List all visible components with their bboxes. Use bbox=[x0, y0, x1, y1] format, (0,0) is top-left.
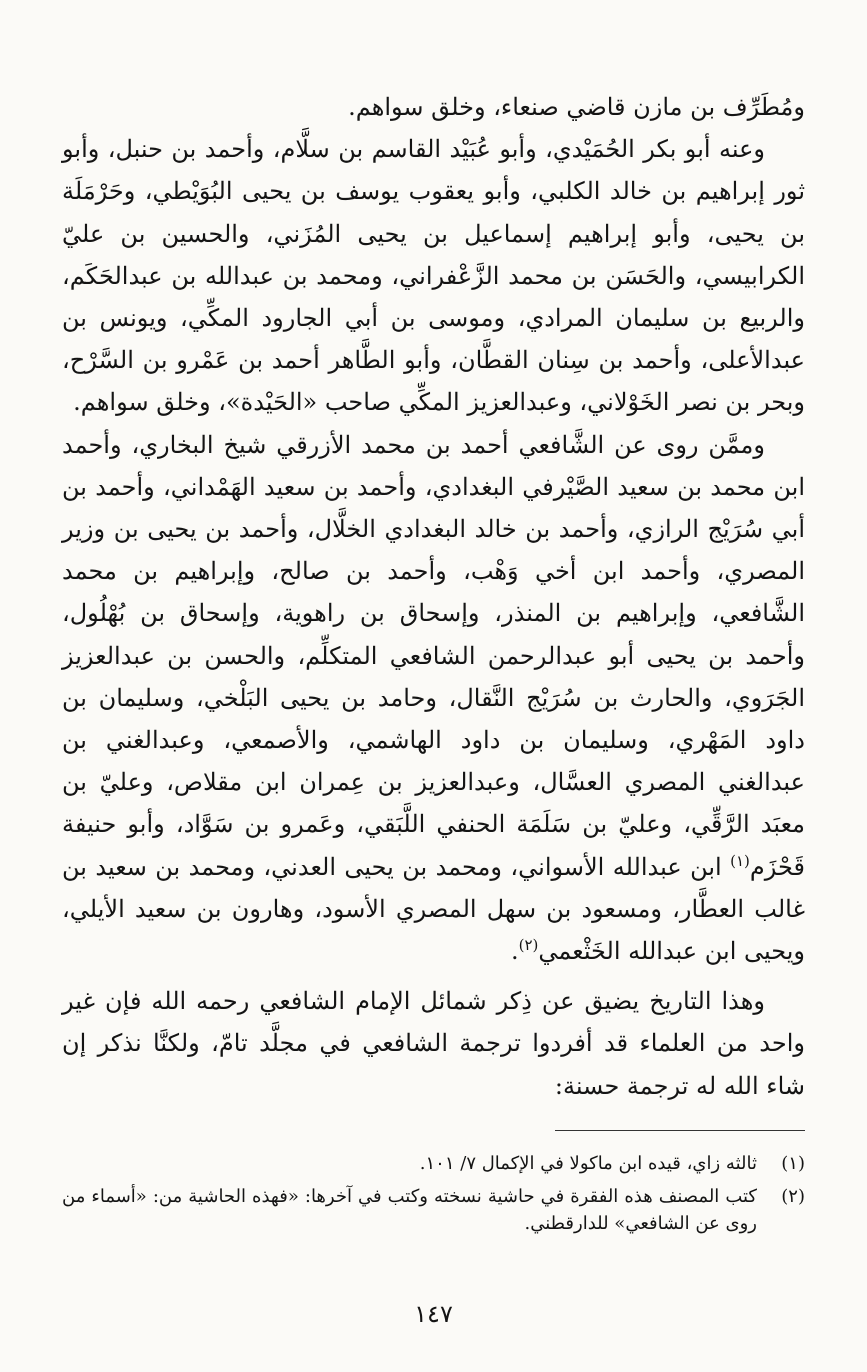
paragraph-2 bbox=[62, 128, 805, 423]
paragraph-1-text: ومُطَرِّف بن مازن قاضي صنعاء، وخلق سواهم. bbox=[348, 93, 805, 121]
footnote-1-number: (١) bbox=[781, 1153, 805, 1174]
paragraph-3-continuation: ابن عبدالله الأسواني، ومحمد بن يحيى العدني، ومحمد بن سعيد بن غالب العطَّار، ومسعود بن سهل المصري الأسود، وهارون بن سعيد الأيلي، ويحيى ابن عبدالله الخَثْعمي bbox=[62, 852, 805, 966]
footnote-1-text: ثالثه زاي، قيده ابن ماكولا في الإكمال ٧/ ١٠١. bbox=[419, 1153, 757, 1174]
footnote-separator bbox=[555, 1130, 805, 1131]
paragraph-1 bbox=[62, 86, 805, 128]
footnote-marker-1: (١) bbox=[730, 851, 750, 870]
paragraph-3-period: . bbox=[510, 937, 519, 966]
paragraph-3-text: وممَّن روى عن الشَّافعي أحمد بن محمد الأزرقي شيخ البخاري، وأحمد ابن محمد بن سعيد الصَّيْرفي البغدادي، وأحمد بن سعيد الهَمْداني، وأحمد بن أبي سُرَيْج الرازي، وأحمد بن خالد البغدادي الخلَّال، وأحمد بن يحيى بن وزير المصري، وأحمد ابن أخي وَهْب، وأحمد بن صالح، وإبراهيم بن محمد الشَّافعي، وإبراهيم بن المنذر، وإسحاق بن راهوية، وإسحاق بن بُهْلُول، وأحمد بن يحيى أبو عبدالرحمن الشافعي المتكلِّم، والحسن بن عبدالعزيز الجَرَوي، والحارث بن سُرَيْج النَّقال، وحامد بن يحيى البَلْخي، وسليمان بن داود المَهْري، وسليمان بن داود الهاشمي، والأصمعي، وعبدالغني بن عبدالغني المصري العسَّال، وعبدالعزيز بن عِمران ابن مقلاص، وعليّ بن معبَد الرَّقِّي، وعليّ بن سَلَمَة الحنفي اللَّبَقي، وعَمرو بن سَوَّاد، وأبو حنيفة قَحْزَم bbox=[62, 430, 805, 881]
paragraph-3 bbox=[62, 424, 805, 973]
page-number: ١٤٧ bbox=[414, 1300, 453, 1328]
paragraph-4 bbox=[62, 980, 805, 1107]
footnote-2 bbox=[62, 1183, 805, 1237]
footnote-2-number: (٢) bbox=[781, 1186, 805, 1207]
footnote-1 bbox=[62, 1150, 805, 1177]
main-text bbox=[62, 86, 805, 1107]
paragraph-4-text: وهذا التاريخ يضيق عن ذِكر شمائل الإمام الشافعي رحمه الله فإن غير واحد من العلماء قد أفردوا ترجمة الشافعي في مجلَّد تامّ، ولكنَّا نذكر إن شاء الله له ترجمة حسنة: bbox=[62, 987, 805, 1100]
paragraph-2-text: وعنه أبو بكر الحُمَيْدي، وأبو عُبَيْد القاسم بن سلَّام، وأحمد بن حنبل، وأبو ثور إبراهيم بن خالد الكلبي، وأبو يعقوب يوسف بن يحيى البُوَيْطي، وحَرْمَلَة بن يحيى، وأبو إبراهيم إسماعيل بن يحيى المُزَني، والحسين بن عليّ الكرابيسي، والحَسَن بن محمد الزَّعْفراني، ومحمد بن عبدالله بن عبدالحَكَم، والربيع بن سليمان المرادي، وموسى بن أبي الجارود المكِّي، ويونس بن عبدالأعلى، وأحمد بن سِنان القطَّان، وأبو الطَّاهر أحمد بن عَمْرو بن السَّرْح، وبحر بن نصر الخَوْلاني، وعبدالعزيز المكِّي صاحب «الحَيْدة»، وخلق سواهم. bbox=[62, 135, 805, 417]
footnote-2-text: كتب المصنف هذه الفقرة في حاشية نسخته وكتب في آخرها: «فهذه الحاشية من: «أسماء من روى عن الشافعي» للدارقطني. bbox=[62, 1186, 757, 1234]
footnotes bbox=[62, 1150, 805, 1243]
footnote-marker-2: (٢) bbox=[518, 936, 539, 955]
